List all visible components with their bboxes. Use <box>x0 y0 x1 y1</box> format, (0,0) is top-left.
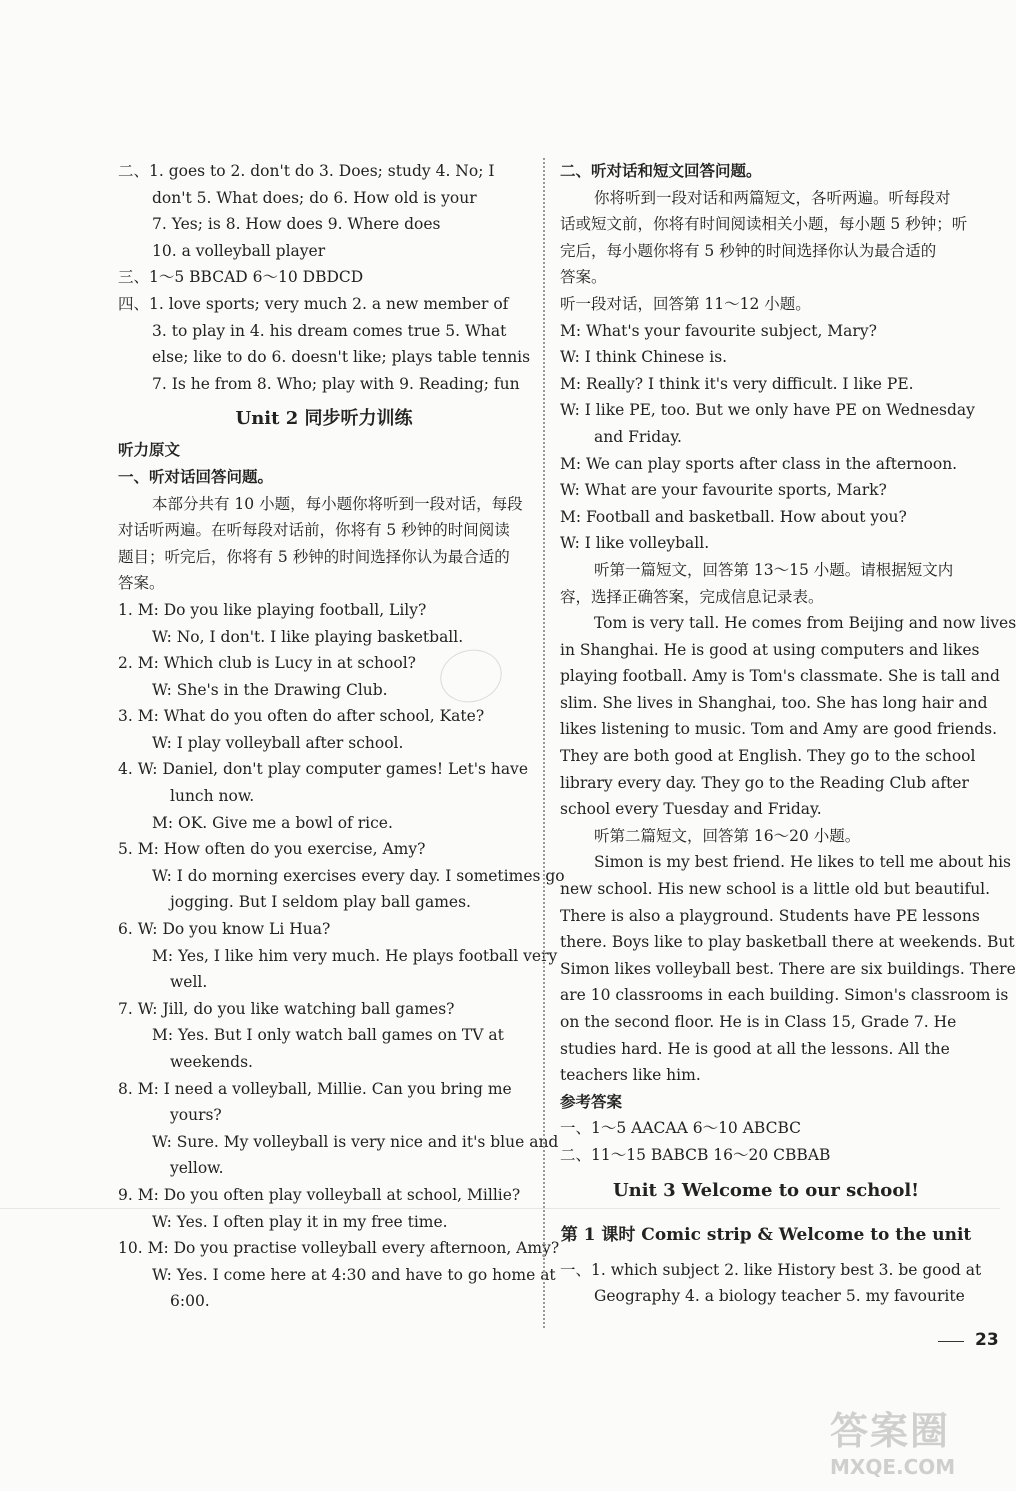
left-column-line: 5. M: How often do you exercise, Amy? <box>118 840 426 859</box>
right-column-line: 容，选择正确答案，完成信息记录表。 <box>560 587 824 606</box>
right-column-line: M: We can play sports after class in the afternoon. <box>560 454 958 473</box>
left-column-line: 3. M: What do you often do after school, Kate? <box>118 707 485 726</box>
right-column-line: on the second floor. He is in Class 15, Grade 7. He <box>560 1013 957 1031</box>
watermark-logo-url: MXQE.COM <box>830 1455 956 1479</box>
right-column-line: 话或短文前，你将有时间阅读相关小题，每小题 5 秒钟；听 <box>560 215 968 234</box>
right-column-line: teachers like him. <box>560 1066 701 1085</box>
right-column-line: slim. She lives in Shanghai, too. She has long hair and <box>560 693 988 712</box>
page-number-dash <box>938 1341 964 1342</box>
left-column-line: 7. Is he from 8. Who; play with 9. Reading; fun <box>152 374 520 393</box>
left-column-line: 8. M: I need a volleyball, Millie. Can you bring me <box>118 1079 512 1098</box>
left-column-line: W: I play volleyball after school. <box>152 733 404 752</box>
left-column-line: else; like to do 6. doesn't like; plays table tennis <box>152 348 531 367</box>
right-column-line: 完后，每小题你将有 5 秒钟的时间选择你认为最合适的 <box>560 241 937 260</box>
right-column-line: 二、听对话和短文回答问题。 <box>560 161 762 180</box>
right-column-line: are 10 classrooms in each building. Simon's classroom is <box>560 986 1009 1005</box>
left-column-line: W: Yes. I often play it in my free time. <box>152 1212 448 1231</box>
left-column-line: lunch now. <box>170 787 255 806</box>
right-column-line: M: What's your favourite subject, Mary? <box>560 321 877 340</box>
left-column-line: weekends. <box>170 1053 253 1071</box>
left-column-line: 四、1. love sports; very much 2. a new member of <box>118 294 509 313</box>
right-column-line: 听第二篇短文，回答第 16～20 小题。 <box>594 826 861 845</box>
right-column <box>560 158 1016 1310</box>
right-column-line: playing football. Amy is Tom's classmate. She is tall and <box>560 667 1000 686</box>
right-column-line: M: Really? I think it's very difficult. I like PE. <box>560 374 914 393</box>
left-column-line: 6. W: Do you know Li Hua? <box>118 920 331 939</box>
right-column-line: 听第一篇短文，回答第 13～15 小题。请根据短文内 <box>594 560 954 579</box>
right-column-line: and Friday. <box>594 427 682 446</box>
right-column-line: W: I think Chinese is. <box>560 348 728 367</box>
left-column-line: W: I do morning exercises every day. I sometimes go <box>152 866 565 885</box>
right-column-line: 二、11～15 BABCB 16～20 CBBAB <box>560 1145 831 1164</box>
left-column-line: 9. M: Do you often play volleyball at school, Millie? <box>118 1185 521 1204</box>
right-column-line: 答案。 <box>560 268 607 287</box>
left-column-line: W: Sure. My volleyball is very nice and it's blue and <box>152 1132 559 1151</box>
left-column-line: M: Yes. But I only watch ball games on TV at <box>152 1026 504 1045</box>
right-column-line: W: I like volleyball. <box>560 534 710 553</box>
right-column-line: 听一段对话，回答第 11～12 小题。 <box>560 294 811 313</box>
left-column-line: 7. Yes; is 8. How does 9. Where does <box>152 215 441 234</box>
left-column-line: jogging. But I seldom play ball games. <box>170 893 471 912</box>
right-column-line: new school. His new school is a little old but beautiful. <box>560 880 991 899</box>
column-divider <box>543 158 545 1328</box>
left-column-line: well. <box>170 973 208 992</box>
right-column-line: They are both good at English. They go to the school <box>560 747 976 766</box>
right-column-line: library every day. They go to the Reading Club after <box>560 773 969 792</box>
right-column-line: Simon likes volleyball best. There are six buildings. There <box>560 959 1016 978</box>
right-column-line: 你将听到一段对话和两篇短文，各听两遍。听每段对 <box>594 188 951 207</box>
left-column-line: 一、听对话回答问题。 <box>118 466 274 486</box>
right-column-line: Tom is very tall. He comes from Beijing and now lives <box>594 614 1016 633</box>
left-column-line: 本部分共有 10 小题，每小题你将听到一段对话，每段 <box>152 494 523 513</box>
right-column-line: W: What are your favourite sports, Mark? <box>560 481 887 500</box>
left-column-line: yours? <box>170 1106 222 1125</box>
left-column-line: 三、1～5 BBCAD 6～10 DBDCD <box>118 268 364 287</box>
watermark-logo <box>830 1400 995 1485</box>
right-column-line: 一、1. which subject 2. like History best 3. be good at <box>560 1260 982 1279</box>
right-column-line: studies hard. He is good at all the lessons. All the <box>560 1039 950 1058</box>
left-column-line: 2. M: Which club is Lucy in at school? <box>118 654 416 673</box>
left-column-line: W: Yes. I come here at 4:30 and have to go home at <box>152 1265 556 1284</box>
left-column-line: 题目；听完后，你将有 5 秒钟的时间选择你认为最合适的 <box>118 547 510 566</box>
right-column-line: 一、1～5 AACAA 6～10 ABCBC <box>560 1119 801 1138</box>
left-column-line: W: No, I don't. I like playing basketball. <box>152 627 464 646</box>
right-column-line: likes listening to music. Tom and Amy are good friends. <box>560 720 998 739</box>
left-column-line: 7. W: Jill, do you like watching ball games? <box>118 999 455 1018</box>
left-column-line: 10. M: Do you practise volleyball every afternoon, Amy? <box>118 1239 560 1258</box>
left-column-line: 对话听两遍。在听每段对话前，你将有 5 秒钟的时间阅读 <box>118 521 510 540</box>
right-column-line: W: I like PE, too. But we only have PE on Wednesday <box>560 401 975 420</box>
right-column-line: in Shanghai. He is good at using computers and likes <box>560 640 980 659</box>
left-column-line: 听力原文 <box>118 440 181 460</box>
right-column-line: There is also a playground. Students have PE lessons <box>560 906 980 925</box>
left-column-line: M: OK. Give me a bowl of rice. <box>152 813 393 832</box>
right-column-line: Simon is my best friend. He likes to tell me about his <box>594 853 1012 872</box>
right-column-line: 第 1 课时 Comic strip & Welcome to the unit <box>560 1224 972 1245</box>
right-column-line: there. Boys like to play basketball there at weekends. But <box>560 933 1015 952</box>
left-column-line: yellow. <box>170 1159 224 1178</box>
left-column-line: 1. M: Do you like playing football, Lily? <box>118 600 427 619</box>
scan-line <box>0 1208 1000 1209</box>
left-column-line: W: She's in the Drawing Club. <box>152 680 388 699</box>
right-column-line: Unit 3 Welcome to our school! <box>612 1179 920 1201</box>
left-column-line: 10. a volleyball player <box>152 241 326 260</box>
left-column-line: Unit 2 同步听力训练 <box>235 408 413 430</box>
left-column-line: 4. W: Daniel, don't play computer games! Let's have <box>118 760 528 779</box>
watermark-logo-main: 答案圈 <box>830 1409 951 1453</box>
left-column-line: 二、1. goes to 2. don't do 3. Does; study 4. No; I <box>118 162 495 180</box>
left-column <box>118 158 565 1315</box>
right-column-line: Geography 4. a biology teacher 5. my favourite <box>594 1287 965 1306</box>
left-column-line: 答案。 <box>118 574 165 593</box>
right-column-line: 参考答案 <box>560 1091 623 1111</box>
left-column-line: M: Yes, I like him very much. He plays football very <box>152 946 558 965</box>
page-number: 23 <box>975 1330 999 1350</box>
left-column-line: don't 5. What does; do 6. How old is your <box>152 188 477 207</box>
right-column-line: school every Tuesday and Friday. <box>560 800 822 819</box>
right-column-line: M: Football and basketball. How about you? <box>560 507 907 526</box>
left-column-line: 6:00. <box>170 1292 210 1311</box>
left-column-line: 3. to play in 4. his dream comes true 5. What <box>152 321 507 340</box>
